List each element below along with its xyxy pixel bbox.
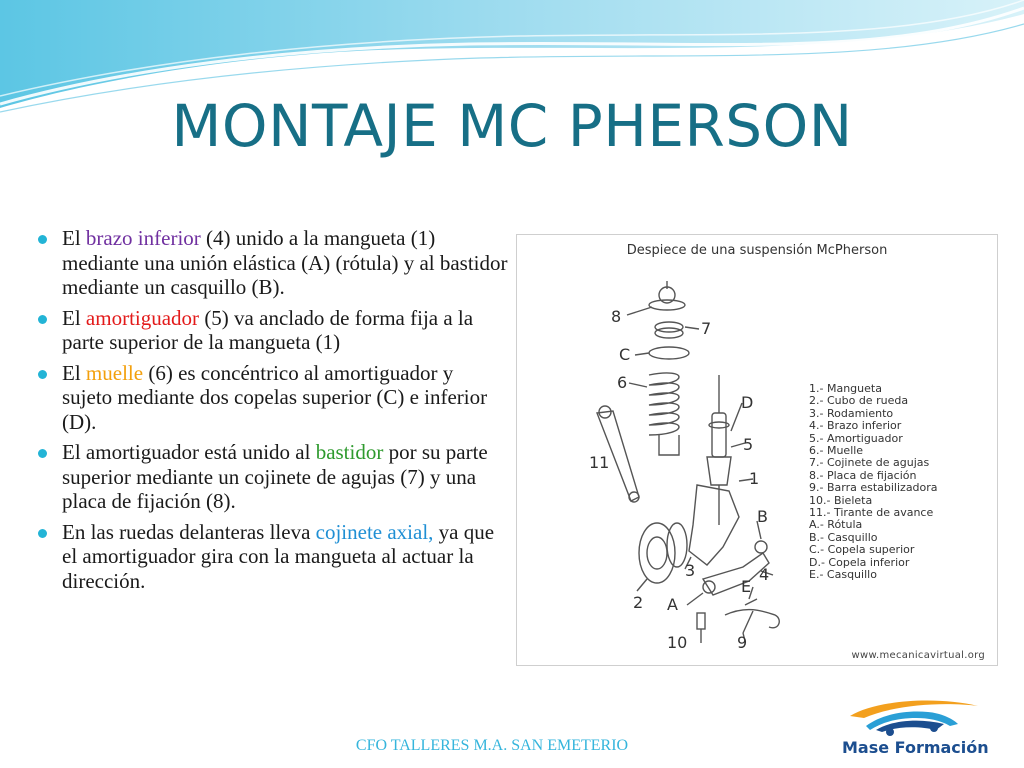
legend-item: 10.- Bieleta [809, 493, 873, 507]
bullet-item [38, 361, 508, 435]
logo-text: Mase Formación [842, 738, 989, 757]
bullet-text: El amortiguador está unido al [62, 440, 316, 464]
legend-item: 5.- Amortiguador [809, 431, 903, 445]
legend-item: 8.- Placa de fijación [809, 468, 917, 482]
part-label-4: 4 [759, 565, 770, 584]
legend-item: 3.- Rodamiento [809, 406, 894, 420]
part-label-2: 2 [633, 593, 644, 612]
bullet-item [38, 520, 508, 594]
highlight-term: brazo inferior [85, 226, 201, 250]
bullet-text: (6) es concéntrico al amortiguador y sujeto mediante dos copelas superior (C) e inferior (D). [62, 360, 488, 434]
bullet-text: El [62, 305, 86, 330]
bullet-text: En las ruedas delanteras lleva [62, 519, 316, 544]
highlight-term: amortiguador [85, 305, 200, 330]
highlight-term: muelle [85, 360, 144, 385]
legend-item: E.- Casquillo [809, 568, 877, 582]
part-label-6: 6 [617, 373, 628, 392]
legend-item: A.- Rótula [809, 518, 863, 532]
part-label-c: C [619, 345, 631, 364]
bullet-text: El [62, 226, 86, 250]
part-label-5: 5 [743, 435, 754, 454]
legend-item: 4.- Brazo inferior [809, 419, 902, 433]
part-label-1: 1 [749, 469, 760, 488]
suspension-diagram [516, 234, 998, 666]
highlight-term: bastidor [315, 440, 384, 464]
footer-text: CFO TALLERES M.A. SAN EMETERIO [355, 737, 629, 754]
bullet-text: (4) unido a la mangueta (1) mediante una unión elástica (A) (rótula) y al bastidor mediante un casquillo (B). [62, 226, 508, 299]
figure-title: Despiece de una suspensión McPherson [626, 243, 888, 258]
part-label-8: 8 [611, 307, 622, 326]
figure-source-url: www.mecanicavirtual.org [851, 650, 985, 661]
legend-item: 11.- Tirante de avance [809, 506, 934, 520]
part-label-a: A [667, 595, 678, 614]
part-label-e: E [741, 577, 752, 596]
bullet-item [38, 306, 508, 355]
parts-legend [809, 383, 938, 582]
bullet-item [38, 440, 508, 514]
part-label-7: 7 [701, 319, 712, 338]
part-label-d: D [741, 393, 754, 412]
bullet-text: (5) va anclado de forma fija a la parte superior de la mangueta (1) [62, 305, 474, 354]
part-label-b: B [757, 507, 768, 526]
part-label-3: 3 [685, 561, 696, 580]
part-label-10: 10 [667, 633, 688, 652]
legend-item: 9.- Barra estabilizadora [809, 481, 938, 495]
part-label-9: 9 [737, 633, 748, 652]
bullet-list [38, 226, 508, 599]
part-label-11: 11 [589, 453, 610, 472]
bullet-text: por su parte superior mediante un cojinete de agujas (7) y una placa de fijación (8). [62, 440, 488, 513]
bullet-item [38, 226, 508, 300]
legend-item: 7.- Cojinete de agujas [809, 456, 930, 470]
bullet-text: ya que el amortiguador gira con la mangueta al actuar la dirección. [62, 519, 495, 593]
legend-item: 1.- Mangueta [809, 382, 882, 395]
legend-item: 6.- Muelle [809, 444, 864, 458]
legend-item: 2.- Cubo de rueda [809, 394, 909, 408]
slide-title: MONTAJE MC PHERSON [171, 92, 853, 160]
highlight-term: cojinete axial, [315, 519, 434, 544]
legend-item: B.- Casquillo [809, 530, 878, 544]
bullet-text: El [62, 360, 86, 385]
legend-item: D.- Copela inferior [809, 555, 910, 569]
legend-item: C.- Copela superior [809, 543, 915, 557]
